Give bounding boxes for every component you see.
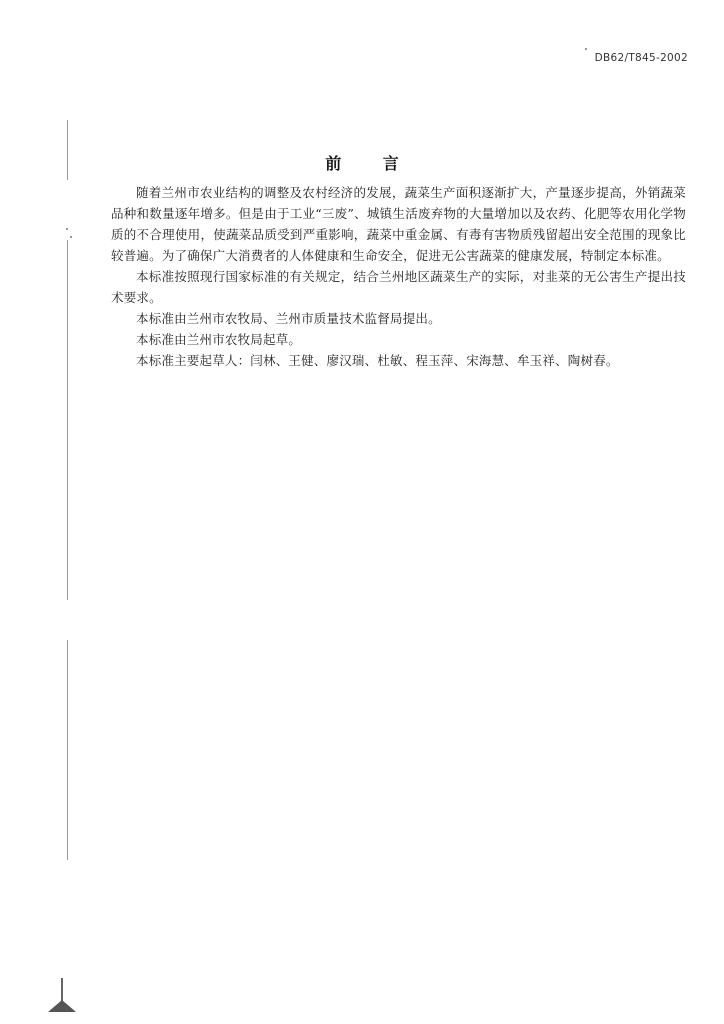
standard-code: DB62/T845-2002 bbox=[594, 52, 688, 64]
preface-paragraph-2: 本标准按照现行国家标准的有关规定，结合兰州地区蔬菜生产的实际，对韭菜的无公害生产提出技术要求。 bbox=[111, 269, 686, 305]
page-title: 前 言 bbox=[325, 154, 417, 173]
preface-body bbox=[111, 182, 686, 371]
preface-paragraph-3: 本标准由兰州市农牧局、兰州市质量技术监督局提出。 bbox=[136, 311, 441, 326]
scan-margin-line-mid bbox=[67, 240, 68, 600]
scan-speck bbox=[70, 236, 72, 238]
preface-paragraph-4: 本标准由兰州市农牧局起草。 bbox=[136, 332, 302, 347]
scan-speck bbox=[585, 48, 587, 50]
scan-corner-mark bbox=[48, 1000, 76, 1012]
scan-corner-stem bbox=[61, 978, 63, 1002]
preface-paragraph-1: 随着兰州市农业结构的调整及农村经济的发展，蔬菜生产面积逐渐扩大，产量逐步提高，外销蔬菜品种和数量逐年增多。但是由于工业“三废”、城镇生活废弃物的大量增加以及农药、化肥等农用化学物质的不合理使用，使蔬菜品质受到严重影响，蔬菜中重金属、有毒有害物质残留超出安全范围的现象比较普遍。为了确保广大消费者的人体健康和生命安全，促进无公害蔬菜的健康发展，特制定本标准。 bbox=[111, 185, 686, 263]
scan-margin-line-low bbox=[67, 640, 68, 860]
preface-paragraph-5: 本标准主要起草人：闫林、王健、廖汉瑞、杜敏、程玉萍、宋海慧、牟玉祥、陶树春。 bbox=[136, 353, 619, 368]
scan-speck bbox=[66, 228, 68, 230]
